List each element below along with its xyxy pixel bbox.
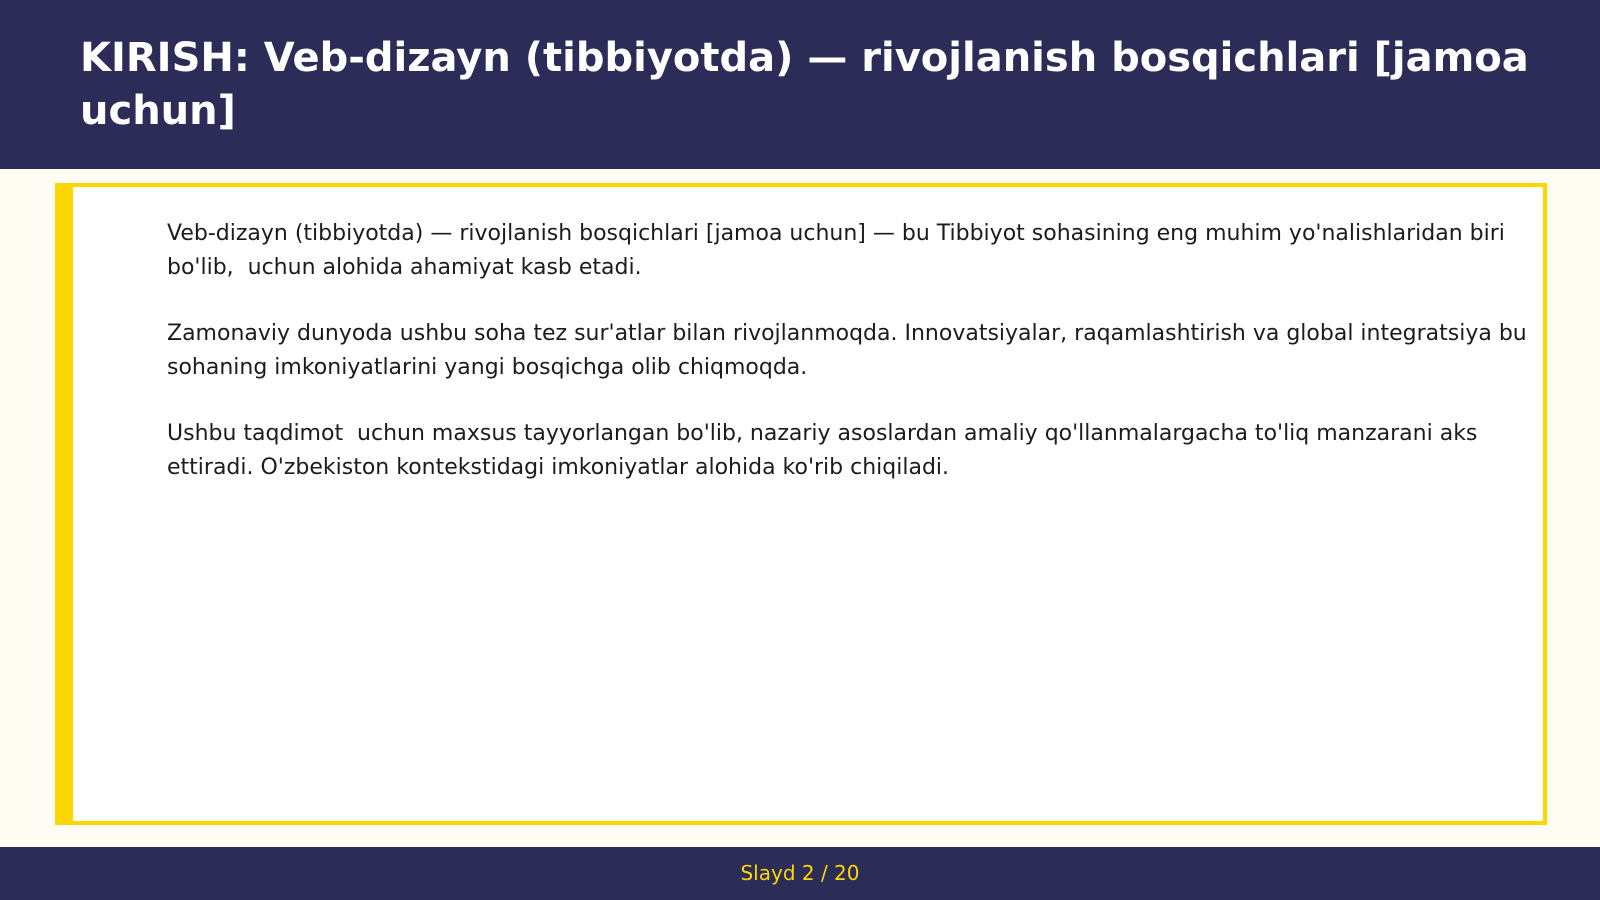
presentation-paragraph: Ushbu taqdimot uchun maxsus tayyorlangan bo'lib, nazariy asoslardan amaliy qo'llanmalargacha to'liq manzarani aks ettiradi. O'zbekiston kontekstidagi imkoniyatlar alohida ko'rib chiqiladi. (167, 421, 1485, 480)
content-paragraphs (167, 217, 1567, 517)
slide-footer (0, 847, 1600, 900)
slide-title: KIRISH: Veb-dizayn (tibbiyotda) — rivojlanish bosqichlari [jamoa uchun] (80, 35, 1529, 134)
content-box (55, 183, 1547, 825)
intro-paragraph: Veb-dizayn (tibbiyotda) — rivojlanish bosqichlari [jamoa uchun] — bu Tibbiyot sohasining eng muhim yo'nalishlaridan biri bo'lib, uchun alohida ahamiyat kasb etadi. (167, 221, 1512, 280)
slide-counter: Slayd 2 / 20 (740, 861, 860, 885)
modern-world-paragraph: Zamonaviy dunyoda ushbu soha tez sur'atlar bilan rivojlanmoqda. Innovatsiyalar, raqamlashtirish va global integratsiya bu sohaning imkoniyatlarini yangi bosqichga olib chiqmoqda. (167, 321, 1534, 380)
slide-header (0, 0, 1600, 169)
